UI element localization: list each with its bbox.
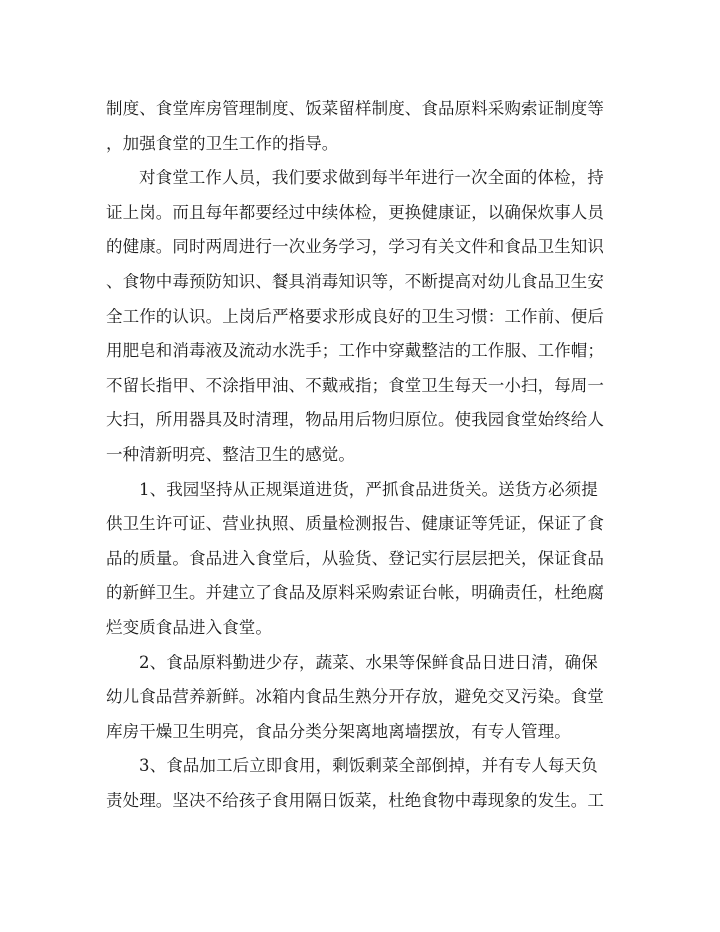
text-line-16: 烂变质食品进入食堂。 xyxy=(106,617,272,637)
text-line-12: 1、我园坚持从正规渠道进货，严抓食品进货关。送货方必须提 xyxy=(139,479,598,499)
text-line-17: 2、食品原料勤进少存，蔬菜、水果等保鲜食品日进日清，确保 xyxy=(139,652,598,672)
text-line-9: 不留长指甲、不涂指甲油、不戴戒指；食堂卫生每天一小扫，每周一 xyxy=(106,375,604,395)
text-line-13: 供卫生许可证、营业执照、质量检测报告、健康证等凭证，保证了食 xyxy=(106,514,604,534)
text-line-6: 、食物中毒预防知识、餐具消毒知识等，不断提高对幼儿食品卫生安 xyxy=(106,271,604,291)
text-line-19: 库房干燥卫生明亮，食品分类分架离地离墙摆放，有专人管理。 xyxy=(106,721,571,741)
text-line-10: 大扫，所用器具及时清理，物品用后物归原位。使我园食堂始终给人 xyxy=(106,410,604,430)
text-line-2: ，加强食堂的卫生工作的指导。 xyxy=(106,133,339,153)
text-line-7: 全工作的认识。上岗后严格要求形成良好的卫生习惯：工作前、便后 xyxy=(106,306,604,326)
body-text xyxy=(106,92,606,818)
text-line-14: 品的质量。食品进入食堂后，从验货、登记实行层层把关，保证食品 xyxy=(106,548,604,568)
text-line-20: 3、食品加工后立即食用，剩饭剩菜全部倒掉，并有专人每天负 xyxy=(139,756,598,776)
text-line-18: 幼儿食品营养新鲜。冰箱内食品生熟分开存放，避免交叉污染。食堂 xyxy=(106,687,604,707)
text-line-5: 的健康。同时两周进行一次业务学习，学习有关文件和食品卫生知识 xyxy=(106,237,604,257)
text-line-4: 证上岗。而且每年都要经过中续体检，更换健康证，以确保炊事人员 xyxy=(106,202,604,222)
text-line-11: 一种清新明亮、整洁卫生的感觉。 xyxy=(106,444,355,464)
text-line-15: 的新鲜卫生。并建立了食品及原料采购索证台帐，明确责任，杜绝腐 xyxy=(106,583,604,603)
text-line-21: 责处理。坚决不给孩子食用隔日饭菜，杜绝食物中毒现象的发生。工 xyxy=(106,790,604,810)
text-line-1: 制度、食堂库房管理制度、饭菜留样制度、食品原料采购索证制度等 xyxy=(106,99,604,118)
text-line-8: 用肥皂和消毒液及流动水洗手；工作中穿戴整洁的工作服、工作帽； xyxy=(106,341,604,361)
text-line-3: 对食堂工作人员，我们要求做到每半年进行一次全面的体检，持 xyxy=(139,168,604,188)
